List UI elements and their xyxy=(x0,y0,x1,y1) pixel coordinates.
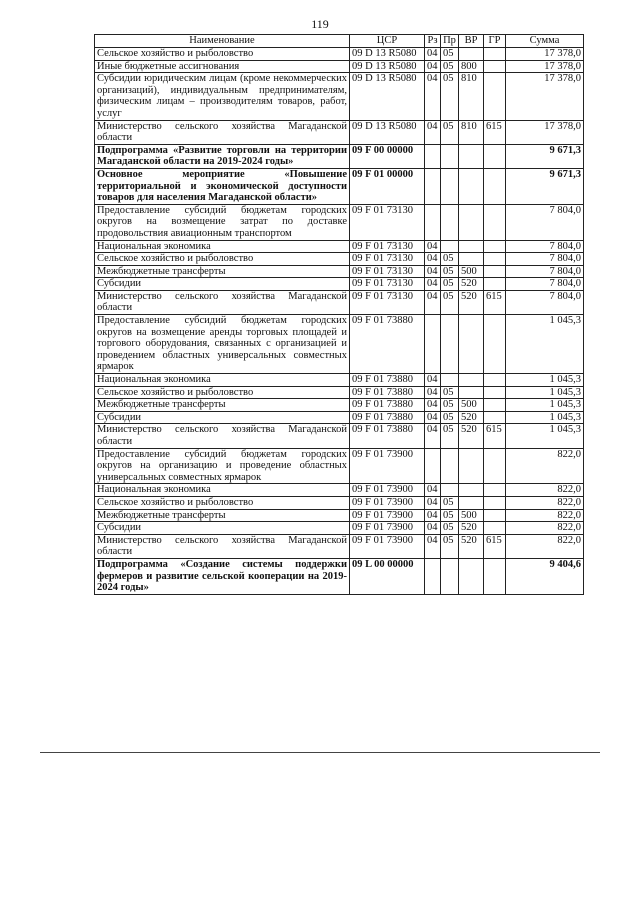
cell-rz: 04 xyxy=(425,73,441,120)
cell-rz xyxy=(425,315,441,374)
cell-name: Основное мероприятие «Повышение территориальной и экономической доступности товаров для населения Магаданской области» xyxy=(95,168,350,204)
cell-rz: 04 xyxy=(425,522,441,535)
table-row xyxy=(95,534,584,558)
table-row xyxy=(95,265,584,278)
cell-csr: 09 F 01 73130 xyxy=(350,278,425,291)
table-row xyxy=(95,484,584,497)
cell-pr: 05 xyxy=(441,278,459,291)
table-row xyxy=(95,386,584,399)
cell-pr: 05 xyxy=(441,253,459,266)
cell-name: Субсидии юридическим лицам (кроме некоммерческих организаций), индивидуальным предпринимателям, физическим лицам – производителям товаров, работ, услуг xyxy=(95,73,350,120)
cell-vr: 500 xyxy=(459,399,484,412)
table-row xyxy=(95,509,584,522)
cell-pr: 05 xyxy=(441,424,459,448)
cell-vr xyxy=(459,253,484,266)
cell-pr xyxy=(441,448,459,484)
cell-csr: 09 F 01 73900 xyxy=(350,534,425,558)
cell-sum: 9 404,6 xyxy=(506,558,584,594)
cell-csr: 09 F 01 73880 xyxy=(350,374,425,387)
cell-csr: 09 L 00 00000 xyxy=(350,558,425,594)
cell-vr xyxy=(459,240,484,253)
cell-csr: 09 F 01 73130 xyxy=(350,290,425,314)
cell-vr: 500 xyxy=(459,265,484,278)
cell-rz xyxy=(425,144,441,168)
cell-vr xyxy=(459,484,484,497)
cell-gr: 615 xyxy=(484,534,506,558)
budget-table xyxy=(94,34,584,595)
cell-gr xyxy=(484,168,506,204)
cell-csr: 09 F 01 00000 xyxy=(350,168,425,204)
cell-name: Межбюджетные трансферты xyxy=(95,265,350,278)
cell-vr: 520 xyxy=(459,534,484,558)
table-row xyxy=(95,60,584,73)
cell-vr xyxy=(459,374,484,387)
cell-sum: 1 045,3 xyxy=(506,374,584,387)
cell-gr xyxy=(484,386,506,399)
cell-sum: 7 804,0 xyxy=(506,290,584,314)
cell-gr: 615 xyxy=(484,424,506,448)
cell-rz: 04 xyxy=(425,290,441,314)
table-row xyxy=(95,290,584,314)
cell-sum: 7 804,0 xyxy=(506,278,584,291)
cell-gr xyxy=(484,315,506,374)
cell-vr: 800 xyxy=(459,60,484,73)
cell-name: Министерство сельского хозяйства Магаданской области xyxy=(95,534,350,558)
cell-sum: 1 045,3 xyxy=(506,386,584,399)
cell-csr: 09 F 01 73880 xyxy=(350,424,425,448)
table-body xyxy=(95,48,584,595)
table-row xyxy=(95,120,584,144)
cell-sum: 17 378,0 xyxy=(506,73,584,120)
table-row xyxy=(95,448,584,484)
header-rz: Рз xyxy=(425,35,441,48)
cell-rz: 04 xyxy=(425,253,441,266)
cell-vr: 520 xyxy=(459,290,484,314)
cell-pr xyxy=(441,204,459,240)
cell-gr xyxy=(484,240,506,253)
cell-gr xyxy=(484,484,506,497)
cell-vr xyxy=(459,204,484,240)
cell-gr xyxy=(484,374,506,387)
cell-sum: 1 045,3 xyxy=(506,411,584,424)
cell-name: Предоставление субсидий бюджетам городских округов на организацию и проведение областных универсальных совместных ярмарок xyxy=(95,448,350,484)
cell-csr: 09 F 01 73880 xyxy=(350,386,425,399)
cell-vr xyxy=(459,168,484,204)
cell-vr xyxy=(459,448,484,484)
cell-pr xyxy=(441,484,459,497)
cell-pr: 05 xyxy=(441,290,459,314)
cell-sum: 9 671,3 xyxy=(506,144,584,168)
cell-vr xyxy=(459,48,484,61)
cell-pr: 05 xyxy=(441,534,459,558)
cell-gr: 615 xyxy=(484,290,506,314)
cell-name: Сельское хозяйство и рыболовство xyxy=(95,48,350,61)
cell-vr: 810 xyxy=(459,73,484,120)
cell-vr xyxy=(459,558,484,594)
table-row xyxy=(95,168,584,204)
cell-csr: 09 D 13 R5080 xyxy=(350,73,425,120)
cell-pr: 05 xyxy=(441,411,459,424)
cell-csr: 09 F 01 73130 xyxy=(350,204,425,240)
cell-vr: 520 xyxy=(459,411,484,424)
cell-name: Предоставление субсидий бюджетам городских округов на возмещение аренды торговых площадей и торгового оборудования, связанных с организацией и проведением областных универсальных совместных ярмарок xyxy=(95,315,350,374)
cell-name: Субсидии xyxy=(95,522,350,535)
cell-gr xyxy=(484,411,506,424)
cell-pr xyxy=(441,374,459,387)
cell-pr: 05 xyxy=(441,120,459,144)
cell-csr: 09 F 01 73130 xyxy=(350,253,425,266)
table-row xyxy=(95,374,584,387)
page-number: 119 xyxy=(311,17,329,31)
cell-csr: 09 F 01 73880 xyxy=(350,399,425,412)
table-row xyxy=(95,240,584,253)
cell-rz: 04 xyxy=(425,411,441,424)
cell-pr: 05 xyxy=(441,73,459,120)
cell-pr xyxy=(441,168,459,204)
header-vr: ВР xyxy=(459,35,484,48)
cell-pr xyxy=(441,144,459,168)
cell-csr: 09 F 01 73900 xyxy=(350,448,425,484)
table-row xyxy=(95,48,584,61)
table-row xyxy=(95,424,584,448)
cell-rz: 04 xyxy=(425,399,441,412)
cell-pr: 05 xyxy=(441,60,459,73)
table-header-row xyxy=(95,35,584,48)
cell-gr xyxy=(484,448,506,484)
cell-rz: 04 xyxy=(425,278,441,291)
cell-name: Сельское хозяйство и рыболовство xyxy=(95,386,350,399)
cell-pr: 05 xyxy=(441,48,459,61)
header-gr: ГР xyxy=(484,35,506,48)
cell-csr: 09 F 01 73880 xyxy=(350,315,425,374)
cell-csr: 09 F 01 73880 xyxy=(350,411,425,424)
cell-gr: 615 xyxy=(484,120,506,144)
cell-name: Министерство сельского хозяйства Магаданской области xyxy=(95,424,350,448)
cell-pr: 05 xyxy=(441,265,459,278)
cell-sum: 822,0 xyxy=(506,534,584,558)
table-row xyxy=(95,399,584,412)
cell-rz: 04 xyxy=(425,60,441,73)
cell-gr xyxy=(484,48,506,61)
cell-sum: 822,0 xyxy=(506,522,584,535)
cell-pr xyxy=(441,240,459,253)
cell-pr: 05 xyxy=(441,522,459,535)
cell-pr xyxy=(441,558,459,594)
cell-pr: 05 xyxy=(441,386,459,399)
cell-csr: 09 F 00 00000 xyxy=(350,144,425,168)
cell-name: Министерство сельского хозяйства Магаданской области xyxy=(95,290,350,314)
cell-sum: 1 045,3 xyxy=(506,424,584,448)
table-row xyxy=(95,278,584,291)
cell-name: Межбюджетные трансферты xyxy=(95,509,350,522)
cell-vr xyxy=(459,315,484,374)
cell-sum: 822,0 xyxy=(506,496,584,509)
cell-sum: 7 804,0 xyxy=(506,204,584,240)
cell-sum: 822,0 xyxy=(506,448,584,484)
cell-vr xyxy=(459,144,484,168)
cell-name: Субсидии xyxy=(95,411,350,424)
cell-name: Субсидии xyxy=(95,278,350,291)
cell-csr: 09 F 01 73900 xyxy=(350,484,425,497)
cell-vr xyxy=(459,496,484,509)
cell-pr: 05 xyxy=(441,399,459,412)
cell-sum: 822,0 xyxy=(506,484,584,497)
cell-csr: 09 F 01 73130 xyxy=(350,265,425,278)
cell-vr: 810 xyxy=(459,120,484,144)
cell-gr xyxy=(484,522,506,535)
cell-name: Сельское хозяйство и рыболовство xyxy=(95,496,350,509)
cell-sum: 1 045,3 xyxy=(506,399,584,412)
cell-csr: 09 D 13 R5080 xyxy=(350,48,425,61)
cell-csr: 09 D 13 R5080 xyxy=(350,60,425,73)
cell-rz xyxy=(425,448,441,484)
header-pr: Пр xyxy=(441,35,459,48)
cell-rz: 04 xyxy=(425,496,441,509)
cell-vr xyxy=(459,386,484,399)
cell-name: Национальная экономика xyxy=(95,484,350,497)
cell-rz: 04 xyxy=(425,424,441,448)
cell-pr xyxy=(441,315,459,374)
cell-name: Предоставление субсидий бюджетам городских округов на возмещение затрат по доставке продовольствия авиационным транспортом xyxy=(95,204,350,240)
cell-sum: 9 671,3 xyxy=(506,168,584,204)
cell-vr: 500 xyxy=(459,509,484,522)
cell-rz: 04 xyxy=(425,240,441,253)
cell-sum: 17 378,0 xyxy=(506,48,584,61)
footer-rule xyxy=(40,752,600,753)
cell-gr xyxy=(484,204,506,240)
table-row xyxy=(95,204,584,240)
cell-rz xyxy=(425,204,441,240)
cell-name: Подпрограмма «Создание системы поддержки фермеров и развитие сельской кооперации на 2019-2024 годы» xyxy=(95,558,350,594)
cell-gr xyxy=(484,73,506,120)
cell-gr xyxy=(484,278,506,291)
cell-rz: 04 xyxy=(425,374,441,387)
table-row xyxy=(95,315,584,374)
cell-sum: 17 378,0 xyxy=(506,60,584,73)
cell-sum: 7 804,0 xyxy=(506,253,584,266)
cell-rz: 04 xyxy=(425,534,441,558)
cell-rz: 04 xyxy=(425,48,441,61)
cell-gr xyxy=(484,399,506,412)
cell-gr xyxy=(484,509,506,522)
cell-rz: 04 xyxy=(425,120,441,144)
header-sum: Сумма xyxy=(506,35,584,48)
table-row xyxy=(95,144,584,168)
cell-csr: 09 D 13 R5080 xyxy=(350,120,425,144)
table-row xyxy=(95,496,584,509)
cell-name: Министерство сельского хозяйства Магаданской области xyxy=(95,120,350,144)
cell-pr: 05 xyxy=(441,509,459,522)
cell-rz: 04 xyxy=(425,509,441,522)
cell-name: Подпрограмма «Развитие торговли на территории Магаданской области на 2019-2024 годы» xyxy=(95,144,350,168)
cell-name: Межбюджетные трансферты xyxy=(95,399,350,412)
header-csr: ЦСР xyxy=(350,35,425,48)
cell-name: Национальная экономика xyxy=(95,240,350,253)
cell-rz: 04 xyxy=(425,386,441,399)
cell-name: Национальная экономика xyxy=(95,374,350,387)
cell-vr: 520 xyxy=(459,522,484,535)
cell-gr xyxy=(484,496,506,509)
table-row xyxy=(95,411,584,424)
cell-csr: 09 F 01 73900 xyxy=(350,522,425,535)
cell-vr: 520 xyxy=(459,424,484,448)
cell-gr xyxy=(484,144,506,168)
table-row xyxy=(95,73,584,120)
cell-csr: 09 F 01 73130 xyxy=(350,240,425,253)
cell-rz xyxy=(425,168,441,204)
cell-rz: 04 xyxy=(425,484,441,497)
cell-sum: 17 378,0 xyxy=(506,120,584,144)
cell-csr: 09 F 01 73900 xyxy=(350,509,425,522)
cell-gr xyxy=(484,558,506,594)
cell-pr: 05 xyxy=(441,496,459,509)
cell-vr: 520 xyxy=(459,278,484,291)
cell-sum: 822,0 xyxy=(506,509,584,522)
cell-gr xyxy=(484,253,506,266)
cell-sum: 7 804,0 xyxy=(506,265,584,278)
table-row xyxy=(95,558,584,594)
cell-name: Иные бюджетные ассигнования xyxy=(95,60,350,73)
cell-rz xyxy=(425,558,441,594)
table-row xyxy=(95,522,584,535)
header-name: Наименование xyxy=(95,35,350,48)
cell-sum: 1 045,3 xyxy=(506,315,584,374)
cell-gr xyxy=(484,265,506,278)
cell-rz: 04 xyxy=(425,265,441,278)
cell-name: Сельское хозяйство и рыболовство xyxy=(95,253,350,266)
cell-gr xyxy=(484,60,506,73)
cell-csr: 09 F 01 73900 xyxy=(350,496,425,509)
table-row xyxy=(95,253,584,266)
cell-sum: 7 804,0 xyxy=(506,240,584,253)
